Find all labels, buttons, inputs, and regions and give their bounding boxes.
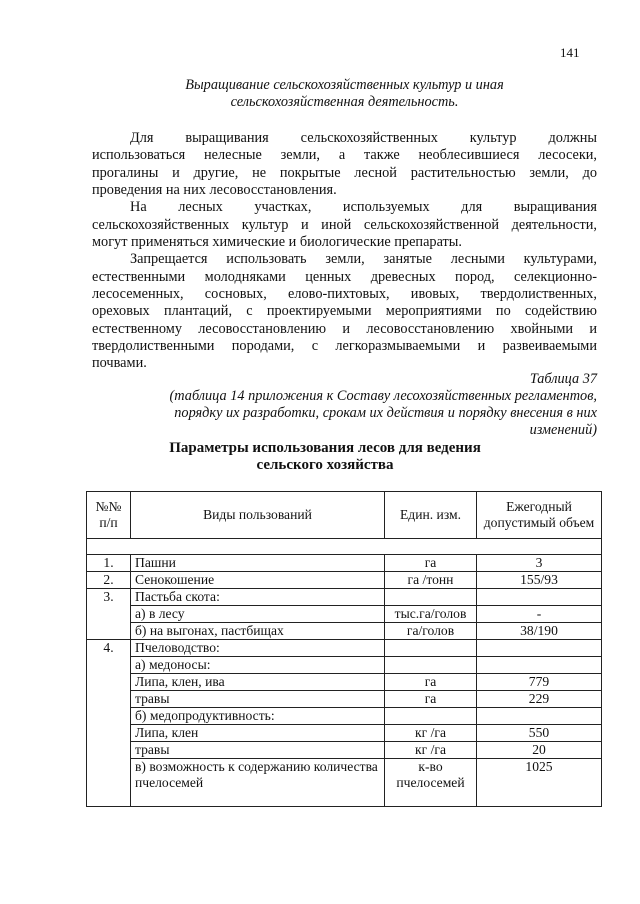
- table-row: [87, 742, 602, 759]
- row-number: [87, 606, 131, 623]
- row-unit: кг /га: [385, 742, 477, 759]
- row-value: -: [477, 606, 602, 623]
- row-value: 3: [477, 555, 602, 572]
- row-unit: [385, 640, 477, 657]
- text-line: прогалины и другие, не покрытые лесной растительностью земли, до: [92, 165, 597, 181]
- table-row: [87, 674, 602, 691]
- text-line: сельскохозяйственных культур и иной сельскохозяйственной деятельности,: [92, 217, 597, 233]
- row-value: 1025: [477, 759, 602, 807]
- header-usage-type: Виды пользований: [131, 492, 385, 539]
- table-row: [87, 657, 602, 674]
- row-usage-type: а) медоносы:: [131, 657, 385, 674]
- row-number: [87, 708, 131, 725]
- text-line: твердолиственными породами, с легкоразмываемыми и развеиваемыми: [92, 338, 597, 354]
- row-value: [477, 640, 602, 657]
- row-unit: [385, 657, 477, 674]
- row-usage-type: Липа, клен, ива: [131, 674, 385, 691]
- row-value: 155/93: [477, 572, 602, 589]
- table-title-line-2: сельского хозяйства: [256, 457, 394, 473]
- text-line: проведения на них лесовосстановления.: [92, 182, 337, 198]
- row-usage-type: травы: [131, 691, 385, 708]
- row-value: [477, 657, 602, 674]
- table-row: [87, 640, 602, 657]
- row-unit: га: [385, 691, 477, 708]
- row-number: [87, 742, 131, 759]
- text-line: Запрещается использовать земли, занятые лесными культурами,: [130, 251, 597, 267]
- header-annual-volume: Ежегодный допустимый объем: [477, 492, 602, 539]
- row-unit: [385, 589, 477, 606]
- text-line: почвами.: [92, 355, 147, 371]
- table-row: [87, 708, 602, 725]
- row-unit: га: [385, 555, 477, 572]
- text-line: естественными молодняками ценных древесных пород, селекционно-: [92, 269, 597, 285]
- row-number: 2.: [87, 572, 131, 589]
- table-row: [87, 555, 602, 572]
- row-number: [87, 623, 131, 640]
- row-unit: [385, 708, 477, 725]
- table-row: [87, 623, 602, 640]
- row-number: [87, 759, 131, 807]
- row-usage-type: б) медопродуктивность:: [131, 708, 385, 725]
- row-value: 38/190: [477, 623, 602, 640]
- row-value: [477, 708, 602, 725]
- row-usage-type: б) на выгонах, пастбищах: [131, 623, 385, 640]
- table-row: [87, 725, 602, 742]
- text-line: ореховых плантаций, с проектируемыми мероприятиями по содействию: [92, 303, 597, 319]
- table-title-line-1: Параметры использования лесов для ведения: [169, 440, 481, 456]
- table-row: [87, 691, 602, 708]
- row-number: [87, 725, 131, 742]
- row-unit: кг /га: [385, 725, 477, 742]
- table-source-line-3: изменений): [529, 422, 597, 438]
- text-line: Для выращивания сельскохозяйственных культур должны: [130, 130, 597, 146]
- row-usage-type: Сенокошение: [131, 572, 385, 589]
- row-usage-type: Пастьба скота:: [131, 589, 385, 606]
- row-usage-type: Пчеловодство:: [131, 640, 385, 657]
- text-line: На лесных участках, используемых для выращивания: [130, 199, 597, 215]
- row-number: [87, 674, 131, 691]
- text-line: лесосеменных, сосновых, елово-пихтовых, ивовых, твердолиственных,: [92, 286, 597, 302]
- text-line: использоваться нелесные земли, а также необлесившиеся лесосеки,: [92, 147, 597, 163]
- row-number: 1.: [87, 555, 131, 572]
- header-number: №№ п/п: [87, 492, 131, 539]
- row-unit: га: [385, 674, 477, 691]
- row-number: 4.: [87, 640, 131, 657]
- row-usage-type: Липа, клен: [131, 725, 385, 742]
- row-usage-type: Пашни: [131, 555, 385, 572]
- row-value: [477, 589, 602, 606]
- section-title-line-2: сельскохозяйственная деятельность.: [230, 94, 459, 110]
- row-usage-type: а) в лесу: [131, 606, 385, 623]
- row-value: 779: [477, 674, 602, 691]
- table-header-row: [87, 492, 602, 539]
- table-empty-row: [87, 539, 602, 555]
- row-unit: га/голов: [385, 623, 477, 640]
- row-value: 229: [477, 691, 602, 708]
- header-unit: Един. изм.: [385, 492, 477, 539]
- row-number: [87, 691, 131, 708]
- row-number: [87, 657, 131, 674]
- table-source-line-1: (таблица 14 приложения к Составу лесохозяйственных регламентов,: [169, 388, 597, 404]
- text-line: могут применяться химические и биологические препараты.: [92, 234, 462, 250]
- table-label: Таблица 37: [529, 371, 597, 387]
- row-usage-type: травы: [131, 742, 385, 759]
- table-row: [87, 759, 602, 807]
- row-unit: к-во пчелосемей: [385, 759, 477, 807]
- table-source-line-2: порядку их разработки, срокам их действия и порядку внесения в них: [174, 405, 597, 421]
- table-row: [87, 606, 602, 623]
- row-number: 3.: [87, 589, 131, 606]
- row-usage-type: в) возможность к содержанию количества пчелосемей: [131, 759, 385, 807]
- page-number: 141: [560, 45, 580, 60]
- table-row: [87, 572, 602, 589]
- row-unit: га /тонн: [385, 572, 477, 589]
- row-unit: тыс.га/голов: [385, 606, 477, 623]
- table-row: [87, 589, 602, 606]
- row-value: 20: [477, 742, 602, 759]
- parameters-table: [86, 491, 602, 807]
- section-title-line-1: Выращивание сельскохозяйственных культур и иная: [185, 77, 504, 93]
- text-line: естественному лесовосстановлению и лесовосстановлению хвойными и: [92, 321, 597, 337]
- row-value: 550: [477, 725, 602, 742]
